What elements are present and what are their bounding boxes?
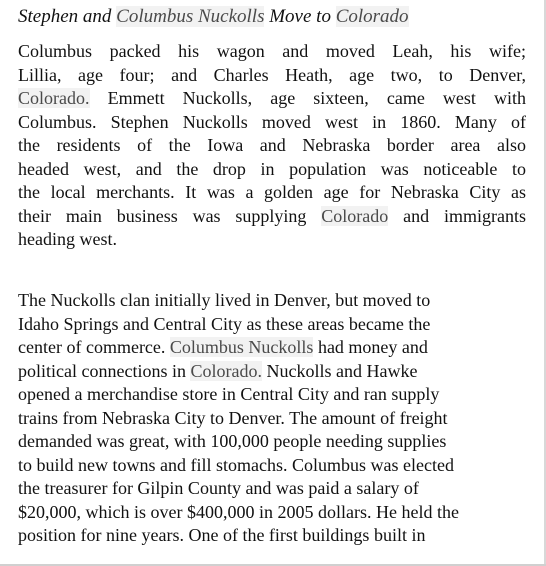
p2-line-3-end: had money and bbox=[313, 337, 428, 357]
p1-line-6: headed west, and the drop in population was noticeable to bbox=[18, 158, 526, 179]
p1-line-1: Columbus packed his wagon and moved Leah, his wife; bbox=[18, 41, 526, 61]
heading-link-colorado[interactable]: Colorado bbox=[335, 6, 409, 27]
p1-line-8-start: their main business was supplying bbox=[18, 205, 322, 226]
p2-line-4 bbox=[18, 360, 526, 384]
p1-link-colorado-2[interactable]: Colorado bbox=[321, 205, 389, 226]
p2-link-colorado[interactable]: Colorado. bbox=[190, 360, 262, 381]
p2-line-11: position for nine years. One of the first buildings built in bbox=[18, 525, 426, 545]
p2-line-1: The Nuckolls clan initially lived in Denver, but moved to bbox=[18, 290, 431, 310]
p2-line-3-start: center of commerce. bbox=[18, 337, 170, 357]
p1-line-4: Columbus. Stephen Nuckolls moved west in 1860. Many of bbox=[18, 111, 526, 132]
p1-link-colorado[interactable]: Colorado. bbox=[18, 88, 90, 108]
heading-link-columbus-nuckolls[interactable]: Columbus Nuckolls bbox=[116, 6, 265, 27]
p2-line-7: demanded was great, with 100,000 people needing supplies bbox=[18, 431, 447, 451]
p1-line-8 bbox=[18, 205, 526, 229]
heading-text-start: Stephen and bbox=[18, 6, 117, 27]
p1-line-7: the local merchants. It was a golden age for Nebraska City as bbox=[18, 182, 526, 202]
paragraph-2 bbox=[18, 289, 526, 548]
p2-line-4-end: Nuckolls and Hawke bbox=[261, 360, 418, 381]
p2-line-4-start: political connections in bbox=[18, 360, 191, 381]
p1-line-2: Lillia, age four; and Charles Heath, age two, to Denver, bbox=[18, 64, 526, 85]
p1-line-3-rest: Emmett Nuckolls, age sixteen, came west with bbox=[89, 88, 526, 108]
p2-line-9: the treasurer for Gilpin County and was paid a salary of bbox=[18, 478, 419, 498]
p2-line-5: opened a merchandise store in Central City and ran supply bbox=[18, 384, 440, 404]
p1-line-3 bbox=[18, 87, 526, 111]
p1-line-5: the residents of the Iowa and Nebraska border area also bbox=[18, 135, 526, 155]
p2-line-10: $20,000, which is over $400,000 in 2005 dollars. He held the bbox=[18, 501, 459, 522]
p2-line-6: trains from Nebraska City to Denver. The amount of freight bbox=[18, 407, 448, 428]
p1-line-8-end: and immigrants bbox=[388, 205, 527, 226]
section-heading bbox=[18, 5, 538, 29]
p2-line-8: to build new towns and fill stomachs. Columbus was elected bbox=[18, 454, 454, 475]
p2-link-columbus-nuckolls[interactable]: Columbus Nuckolls bbox=[169, 337, 314, 357]
p1-line-9: heading west. bbox=[18, 229, 117, 249]
p2-line-2: Idaho Springs and Central City as these areas became the bbox=[18, 313, 431, 334]
p2-line-3 bbox=[18, 336, 526, 360]
paragraph-1 bbox=[18, 40, 526, 252]
heading-text-middle: Move to bbox=[264, 6, 336, 27]
